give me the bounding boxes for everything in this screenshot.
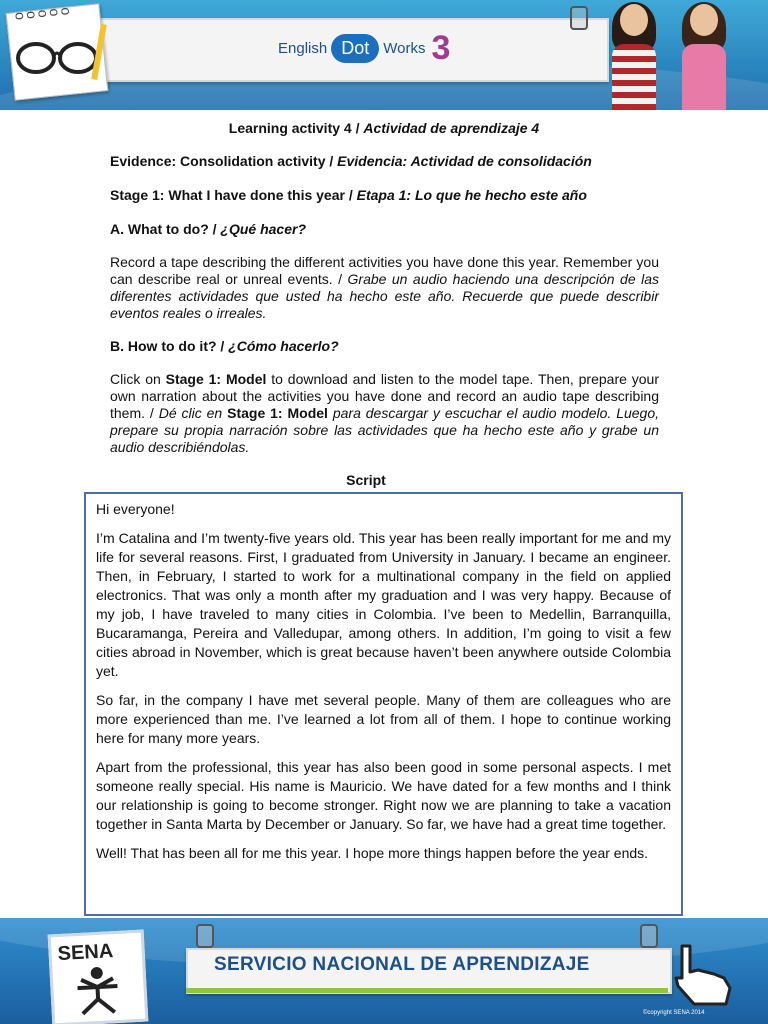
script-paragraph-5: Well! That has been all for me this year. I hope more things happen before the year ends.: [96, 845, 649, 861]
brand-number: 3: [431, 29, 451, 67]
script-paragraph-1: Hi everyone!: [96, 501, 175, 517]
script-title: Script: [346, 472, 386, 488]
paperclip-icon: [570, 6, 588, 30]
glasses-icon: [14, 36, 102, 76]
section-b-heading: B. How to do it? / ¿Cómo hacerlo?: [110, 338, 339, 354]
page-footer: [0, 918, 768, 1024]
script-box: [84, 492, 683, 916]
footer-title: SERVICIO NACIONAL DE APRENDIZAJE: [214, 954, 590, 975]
stage-1-model-link-es: Stage 1: Model: [227, 405, 328, 421]
girl-illustration-left: [606, 4, 662, 110]
section-a-heading: A. What to do? / ¿Qué hacer?: [110, 221, 307, 237]
brand-word-english: English: [278, 39, 328, 57]
footer-stripe: [186, 988, 668, 993]
script-paragraph-3: So far, in the company I have met several people. Many of them are colleagues who are more experienced than me. I’ve learned a lot from all of them. I hope to continue working here for many more years.: [96, 692, 671, 746]
activity-title: Learning activity 4 / Actividad de aprendizaje 4: [228, 120, 540, 136]
copyright-text: ©copyright SENA 2014: [643, 1010, 705, 1016]
script-paragraph-4: Apart from the professional, this year has also been good in some personal aspects. I met someone really special. His name is Mauricio. We have dated for a few months and I think our relationship is going to become stronger. Right now we are planning to take a vacation together in Santa Marta by December or January. So far, we have had a great time together.: [96, 759, 671, 832]
stage-1-model-link: Stage 1: Model: [165, 371, 267, 387]
evidence-title: Evidence: Consolidation activity / Evidencia: Actividad de consolidación: [110, 153, 592, 169]
section-b-body: Click on Stage 1: Model to download and listen to the model tape. Then, prepare your own narration about the activities you have done and record an audio tape describing them. / Dé clic en Stage 1: Model para descargar y escuchar el audio modelo. Luego, prepare su propia narración sobre las actividades que ha hecho este año y grabe un audio describiéndolas.: [110, 371, 660, 455]
sena-logo: [48, 930, 149, 1024]
stage-title: Stage 1: What I have done this year / Etapa 1: Lo que he hecho este año: [110, 187, 587, 203]
brand-word-dot: Dot: [331, 34, 379, 63]
pointer-hand-icon: [668, 942, 738, 1008]
page-header: [0, 0, 768, 110]
paperclip-icon: [196, 924, 214, 948]
brand-word-works: Works: [383, 39, 426, 57]
brand-logo: [278, 30, 450, 66]
notepad-rings-icon: ᴑᴑᴑᴑᴑ: [14, 1, 74, 24]
sena-logo-text: SENA: [57, 940, 114, 966]
girl-illustration-right: [676, 4, 732, 110]
section-a-body: Record a tape describing the different activities you have done this year. Remember you can describe real or unreal events. / Grabe un audio haciendo una descripción de las diferentes actividades que usted ha hecho este año. Recuerde que puede describir eventos reales o irreales.: [110, 254, 659, 321]
script-paragraph-2: I’m Catalina and I’m twenty-five years old. This year has been really important for me and my life for several reasons. First, I graduated from University in January. I became an engineer. Then, in February, I started to work for a multinational company in the field on applied electronics. That was only a month after my graduation and I was very happy. Because of my job, I have traveled to many cities in Colombia. I’ve been to Medellin, Barranquilla, Bucaramanga, Pereira and Valledupar, among others. In addition, I’m going to visit a few cities abroad in November, which is great because haven’t been anywhere outside Colombia yet.: [96, 530, 671, 679]
paperclip-icon: [640, 924, 658, 948]
sena-figure-icon: [66, 964, 129, 1017]
